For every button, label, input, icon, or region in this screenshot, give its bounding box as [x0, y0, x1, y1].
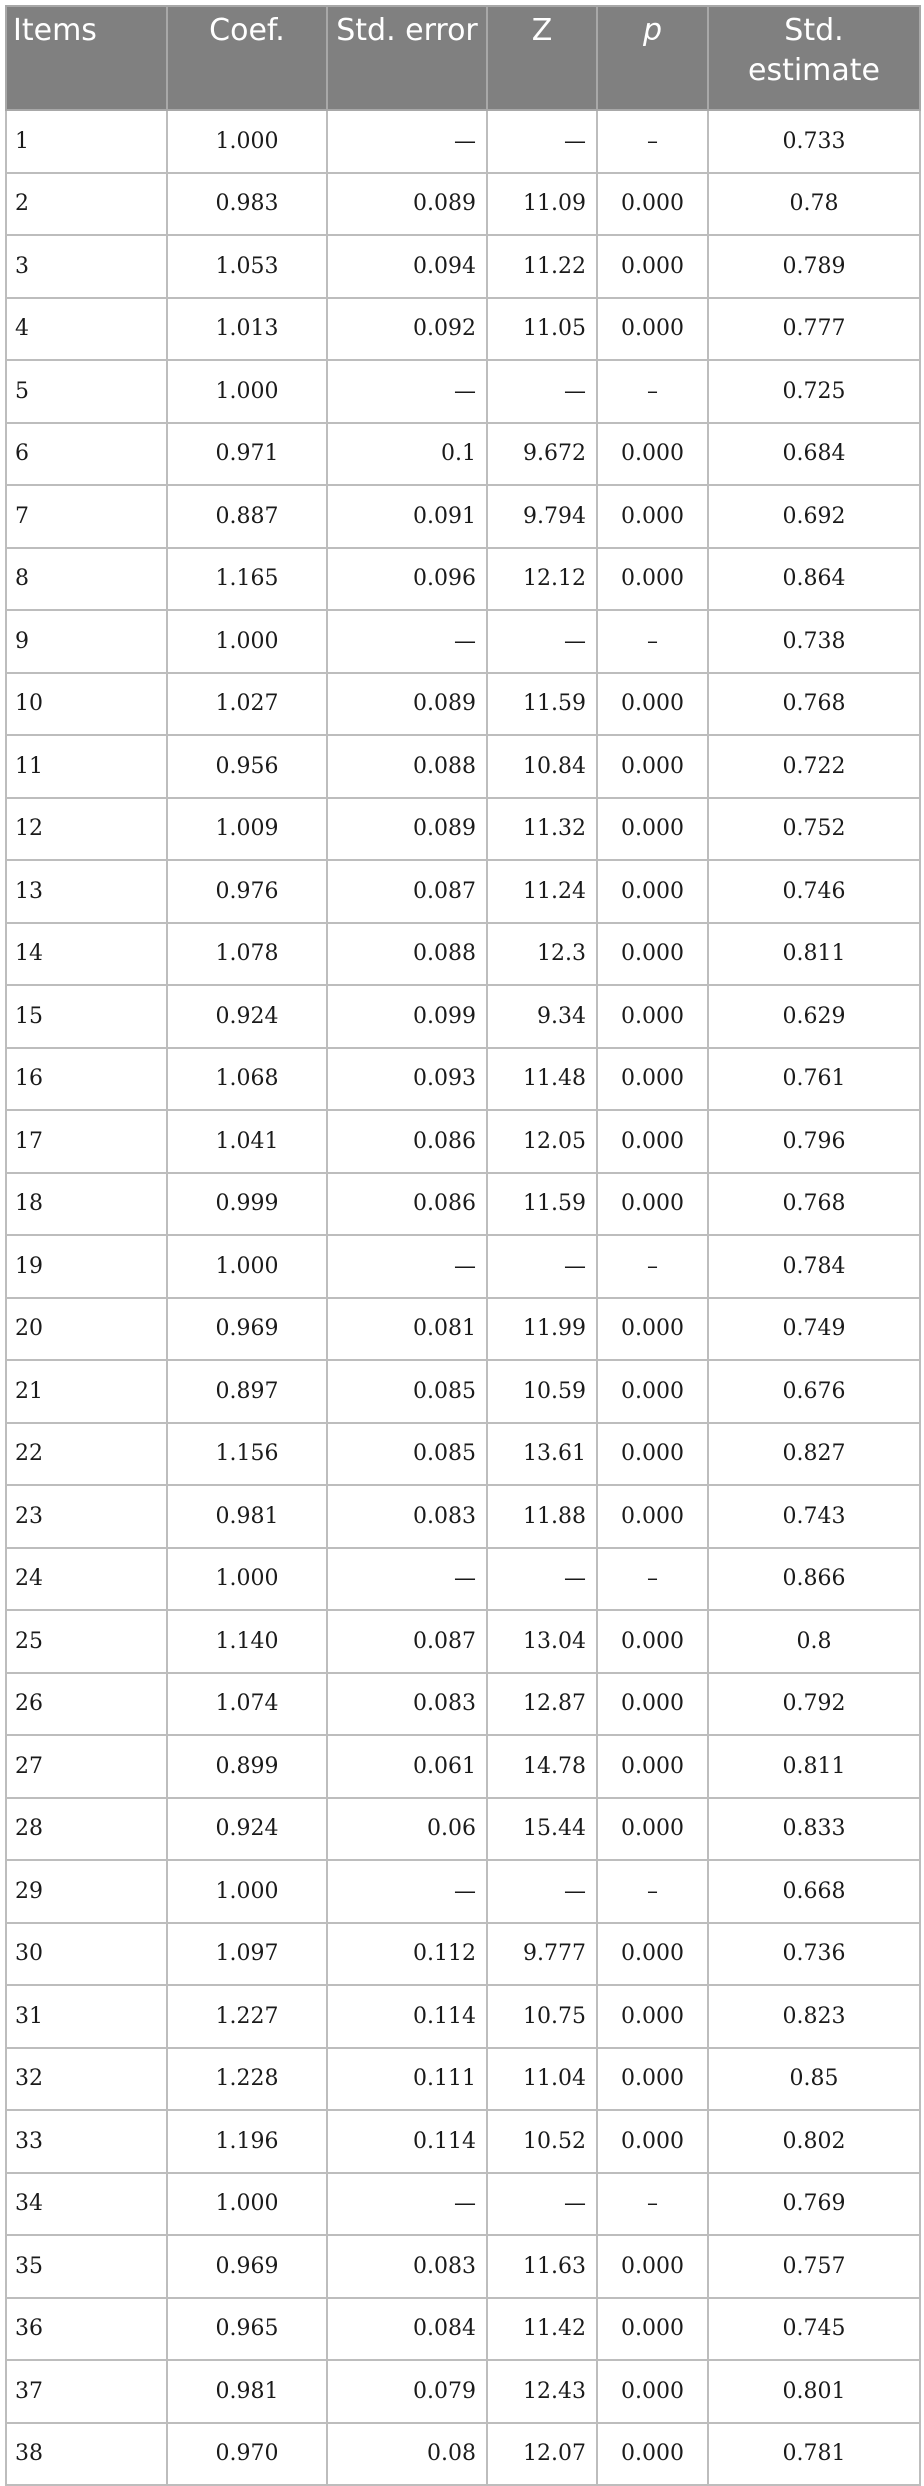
cell-std-estimate: 0.8 — [708, 1610, 920, 1673]
cell-std-error: 0.114 — [327, 2110, 487, 2173]
cell-coef: 0.970 — [167, 2423, 327, 2486]
cell-z: — — [487, 360, 597, 423]
table-row — [6, 798, 920, 861]
cell-z: 9.34 — [487, 985, 597, 1048]
cell-p: 0.000 — [597, 985, 708, 1048]
cell-z: 10.84 — [487, 735, 597, 798]
cell-std-estimate: 0.781 — [708, 2423, 920, 2486]
cell-p: 0.000 — [597, 2360, 708, 2423]
table-row — [6, 1360, 920, 1423]
cell-coef: 0.899 — [167, 1735, 327, 1798]
cell-std-error: — — [327, 2173, 487, 2236]
table-row — [6, 860, 920, 923]
cell-item: 7 — [6, 485, 167, 548]
cell-item: 8 — [6, 548, 167, 611]
cell-std-estimate: 0.676 — [708, 1360, 920, 1423]
cell-std-error: 0.06 — [327, 1798, 487, 1861]
cell-item: 36 — [6, 2298, 167, 2361]
cell-std-error: 0.087 — [327, 1610, 487, 1673]
cell-p: 0.000 — [597, 673, 708, 736]
cell-coef: 0.924 — [167, 985, 327, 1048]
table-row — [6, 1923, 920, 1986]
cell-std-estimate: 0.801 — [708, 2360, 920, 2423]
table-row — [6, 1173, 920, 1236]
table-row — [6, 2173, 920, 2236]
cell-coef: 0.965 — [167, 2298, 327, 2361]
cell-item: 30 — [6, 1923, 167, 1986]
header-std-error: Std. error — [327, 6, 487, 110]
cell-z: 12.05 — [487, 1110, 597, 1173]
cell-std-error: 0.099 — [327, 985, 487, 1048]
cell-p: 0.000 — [597, 1298, 708, 1361]
table-header — [6, 6, 920, 110]
cell-z: 12.87 — [487, 1673, 597, 1736]
cell-z: 11.42 — [487, 2298, 597, 2361]
header-z: Z — [487, 6, 597, 110]
cell-std-error: 0.094 — [327, 235, 487, 298]
table-row — [6, 1798, 920, 1861]
cell-p: 0.000 — [597, 2235, 708, 2298]
cell-coef: 1.013 — [167, 298, 327, 361]
cell-p: 0.000 — [597, 298, 708, 361]
cell-item: 15 — [6, 985, 167, 1048]
header-coef: Coef. — [167, 6, 327, 110]
cell-z: — — [487, 610, 597, 673]
table-row — [6, 1298, 920, 1361]
cell-std-error: 0.091 — [327, 485, 487, 548]
cell-std-estimate: 0.823 — [708, 1985, 920, 2048]
cell-std-error: 0.114 — [327, 1985, 487, 2048]
cell-p: 0.000 — [597, 1610, 708, 1673]
cell-coef: 1.078 — [167, 923, 327, 986]
cell-item: 1 — [6, 110, 167, 173]
header-items: Items — [6, 6, 167, 110]
cell-std-error: 0.085 — [327, 1423, 487, 1486]
cell-std-error: 0.088 — [327, 923, 487, 986]
table-row — [6, 923, 920, 986]
cell-p: 0.000 — [597, 798, 708, 861]
cell-coef: 1.027 — [167, 673, 327, 736]
cell-std-error: 0.083 — [327, 1485, 487, 1548]
cell-std-estimate: 0.769 — [708, 2173, 920, 2236]
cell-z: 11.09 — [487, 173, 597, 236]
table-row — [6, 2423, 920, 2486]
cell-z: 10.75 — [487, 1985, 597, 2048]
cell-coef: 1.196 — [167, 2110, 327, 2173]
cell-z: 11.48 — [487, 1048, 597, 1111]
cell-std-estimate: 0.749 — [708, 1298, 920, 1361]
table-row — [6, 2360, 920, 2423]
cell-std-estimate: 0.668 — [708, 1860, 920, 1923]
cell-p: 0.000 — [597, 1423, 708, 1486]
table-row — [6, 735, 920, 798]
cell-p: – — [597, 2173, 708, 2236]
cell-std-error: 0.112 — [327, 1923, 487, 1986]
cell-p: 0.000 — [597, 1110, 708, 1173]
table-row — [6, 173, 920, 236]
cell-p: 0.000 — [597, 1735, 708, 1798]
cell-std-estimate: 0.736 — [708, 1923, 920, 1986]
cell-item: 16 — [6, 1048, 167, 1111]
cell-p: 0.000 — [597, 860, 708, 923]
table-row — [6, 1048, 920, 1111]
cell-std-error: 0.061 — [327, 1735, 487, 1798]
cell-std-error: 0.083 — [327, 1673, 487, 1736]
cell-item: 9 — [6, 610, 167, 673]
table-row — [6, 423, 920, 486]
cell-std-estimate: 0.796 — [708, 1110, 920, 1173]
cell-item: 14 — [6, 923, 167, 986]
cell-coef: 1.156 — [167, 1423, 327, 1486]
cell-z: — — [487, 1548, 597, 1611]
cell-std-error: 0.081 — [327, 1298, 487, 1361]
cell-std-error: 0.092 — [327, 298, 487, 361]
cell-std-error: — — [327, 360, 487, 423]
cell-std-error: 0.089 — [327, 673, 487, 736]
cell-std-error: — — [327, 110, 487, 173]
cell-coef: 1.074 — [167, 1673, 327, 1736]
table-row — [6, 298, 920, 361]
table-row — [6, 673, 920, 736]
cell-coef: 0.976 — [167, 860, 327, 923]
cell-coef: 0.956 — [167, 735, 327, 798]
table-row — [6, 2235, 920, 2298]
table-row — [6, 1485, 920, 1548]
cell-std-estimate: 0.761 — [708, 1048, 920, 1111]
cell-item: 27 — [6, 1735, 167, 1798]
cell-p: 0.000 — [597, 548, 708, 611]
cell-p: 0.000 — [597, 2110, 708, 2173]
cell-coef: 1.000 — [167, 610, 327, 673]
table-body — [6, 110, 920, 2485]
cell-z: 14.78 — [487, 1735, 597, 1798]
cell-z: 10.52 — [487, 2110, 597, 2173]
cell-p: 0.000 — [597, 1485, 708, 1548]
table-row — [6, 360, 920, 423]
cell-coef: 0.969 — [167, 1298, 327, 1361]
cell-std-estimate: 0.757 — [708, 2235, 920, 2298]
cell-p: 0.000 — [597, 173, 708, 236]
header-p: p — [597, 6, 708, 110]
header-row — [6, 6, 920, 110]
cell-std-estimate: 0.738 — [708, 610, 920, 673]
cell-item: 4 — [6, 298, 167, 361]
cell-item: 38 — [6, 2423, 167, 2486]
cell-item: 21 — [6, 1360, 167, 1423]
cell-coef: 1.000 — [167, 360, 327, 423]
cell-coef: 1.000 — [167, 2173, 327, 2236]
cell-std-error: — — [327, 1235, 487, 1298]
cell-item: 26 — [6, 1673, 167, 1736]
cell-std-error: — — [327, 1548, 487, 1611]
table-row — [6, 2298, 920, 2361]
cell-std-estimate: 0.733 — [708, 110, 920, 173]
table-row — [6, 1235, 920, 1298]
cell-z: 13.61 — [487, 1423, 597, 1486]
cell-z: 12.3 — [487, 923, 597, 986]
cell-std-estimate: 0.789 — [708, 235, 920, 298]
cell-item: 10 — [6, 673, 167, 736]
cell-coef: 1.000 — [167, 1235, 327, 1298]
cell-std-error: 0.079 — [327, 2360, 487, 2423]
cell-item: 19 — [6, 1235, 167, 1298]
cell-item: 2 — [6, 173, 167, 236]
cell-coef: 1.227 — [167, 1985, 327, 2048]
cell-p: – — [597, 1235, 708, 1298]
cell-std-estimate: 0.833 — [708, 1798, 920, 1861]
cell-std-estimate: 0.725 — [708, 360, 920, 423]
table-row — [6, 985, 920, 1048]
cell-std-estimate: 0.629 — [708, 985, 920, 1048]
cell-z: 11.22 — [487, 235, 597, 298]
cell-std-error: — — [327, 1860, 487, 1923]
table-row — [6, 1735, 920, 1798]
cell-z: 12.43 — [487, 2360, 597, 2423]
cell-item: 13 — [6, 860, 167, 923]
cell-z: 11.63 — [487, 2235, 597, 2298]
cell-std-error: 0.089 — [327, 798, 487, 861]
cell-coef: 0.981 — [167, 1485, 327, 1548]
cell-std-estimate: 0.768 — [708, 673, 920, 736]
cell-z: 9.672 — [487, 423, 597, 486]
cell-coef: 1.000 — [167, 1860, 327, 1923]
table-row — [6, 1610, 920, 1673]
cell-std-error: 0.085 — [327, 1360, 487, 1423]
cell-p: 0.000 — [597, 1985, 708, 2048]
cell-z: 11.88 — [487, 1485, 597, 1548]
cell-std-error: 0.084 — [327, 2298, 487, 2361]
cell-z: 11.04 — [487, 2048, 597, 2111]
cell-std-estimate: 0.752 — [708, 798, 920, 861]
cell-coef: 1.068 — [167, 1048, 327, 1111]
cell-item: 5 — [6, 360, 167, 423]
cell-std-estimate: 0.866 — [708, 1548, 920, 1611]
cell-z: 11.99 — [487, 1298, 597, 1361]
cell-z: 10.59 — [487, 1360, 597, 1423]
cell-coef: 0.981 — [167, 2360, 327, 2423]
cell-coef: 1.000 — [167, 1548, 327, 1611]
table-row — [6, 1860, 920, 1923]
cell-p: 0.000 — [597, 1923, 708, 1986]
cell-p: – — [597, 360, 708, 423]
cell-p: 0.000 — [597, 2048, 708, 2111]
table-row — [6, 1110, 920, 1173]
cell-item: 6 — [6, 423, 167, 486]
cell-coef: 0.969 — [167, 2235, 327, 2298]
cell-coef: 0.924 — [167, 1798, 327, 1861]
cell-item: 22 — [6, 1423, 167, 1486]
cell-item: 11 — [6, 735, 167, 798]
cell-z: — — [487, 2173, 597, 2236]
cell-item: 32 — [6, 2048, 167, 2111]
cell-item: 35 — [6, 2235, 167, 2298]
cell-coef: 1.228 — [167, 2048, 327, 2111]
cell-p: 0.000 — [597, 1798, 708, 1861]
cell-p: 0.000 — [597, 423, 708, 486]
cell-z: — — [487, 110, 597, 173]
cell-item: 29 — [6, 1860, 167, 1923]
cell-z: 11.59 — [487, 673, 597, 736]
cell-p: 0.000 — [597, 735, 708, 798]
cell-z: — — [487, 1235, 597, 1298]
cell-std-error: 0.086 — [327, 1173, 487, 1236]
table-row — [6, 1423, 920, 1486]
cell-coef: 1.165 — [167, 548, 327, 611]
cell-item: 37 — [6, 2360, 167, 2423]
cell-item: 12 — [6, 798, 167, 861]
cell-std-estimate: 0.85 — [708, 2048, 920, 2111]
cell-std-error: 0.111 — [327, 2048, 487, 2111]
cell-item: 20 — [6, 1298, 167, 1361]
cell-z: 12.07 — [487, 2423, 597, 2486]
cell-std-estimate: 0.827 — [708, 1423, 920, 1486]
cell-z: 11.05 — [487, 298, 597, 361]
table-row — [6, 110, 920, 173]
table-row — [6, 2048, 920, 2111]
cell-item: 33 — [6, 2110, 167, 2173]
cell-p: 0.000 — [597, 1673, 708, 1736]
cell-p: – — [597, 1548, 708, 1611]
cell-std-estimate: 0.768 — [708, 1173, 920, 1236]
cell-item: 3 — [6, 235, 167, 298]
cell-coef: 0.887 — [167, 485, 327, 548]
cell-std-error: 0.093 — [327, 1048, 487, 1111]
cell-z: 13.04 — [487, 1610, 597, 1673]
cell-item: 25 — [6, 1610, 167, 1673]
cell-coef: 0.971 — [167, 423, 327, 486]
cell-coef: 1.000 — [167, 110, 327, 173]
cell-item: 28 — [6, 1798, 167, 1861]
cell-std-error: 0.083 — [327, 2235, 487, 2298]
table-row — [6, 2110, 920, 2173]
table-row — [6, 610, 920, 673]
cell-p: 0.000 — [597, 485, 708, 548]
cell-z: 9.794 — [487, 485, 597, 548]
cell-item: 17 — [6, 1110, 167, 1173]
table-row — [6, 548, 920, 611]
cell-std-estimate: 0.784 — [708, 1235, 920, 1298]
cell-item: 18 — [6, 1173, 167, 1236]
cell-std-estimate: 0.811 — [708, 1735, 920, 1798]
cell-std-error: 0.1 — [327, 423, 487, 486]
cell-std-estimate: 0.745 — [708, 2298, 920, 2361]
cell-p: 0.000 — [597, 2423, 708, 2486]
cell-coef: 1.140 — [167, 1610, 327, 1673]
cell-std-error: 0.096 — [327, 548, 487, 611]
cell-z: 11.24 — [487, 860, 597, 923]
cell-coef: 1.009 — [167, 798, 327, 861]
cell-p: 0.000 — [597, 923, 708, 986]
cell-std-estimate: 0.802 — [708, 2110, 920, 2173]
cell-p: – — [597, 1860, 708, 1923]
cell-std-estimate: 0.811 — [708, 923, 920, 986]
cell-p: – — [597, 610, 708, 673]
cell-std-estimate: 0.777 — [708, 298, 920, 361]
table-row — [6, 485, 920, 548]
cell-item: 34 — [6, 2173, 167, 2236]
cell-std-estimate: 0.78 — [708, 173, 920, 236]
cell-z: 11.32 — [487, 798, 597, 861]
table-row — [6, 1548, 920, 1611]
cell-coef: 0.897 — [167, 1360, 327, 1423]
cell-std-error: 0.086 — [327, 1110, 487, 1173]
cell-p: 0.000 — [597, 1360, 708, 1423]
cell-p: 0.000 — [597, 1173, 708, 1236]
loadings-table — [5, 5, 921, 2486]
cell-std-estimate: 0.692 — [708, 485, 920, 548]
table-row — [6, 1673, 920, 1736]
header-std-estimate: Std. estimate — [708, 6, 920, 110]
cell-coef: 1.041 — [167, 1110, 327, 1173]
cell-std-error: 0.08 — [327, 2423, 487, 2486]
cell-p: 0.000 — [597, 2298, 708, 2361]
cell-z: — — [487, 1860, 597, 1923]
cell-item: 24 — [6, 1548, 167, 1611]
cell-std-estimate: 0.722 — [708, 735, 920, 798]
cell-z: 15.44 — [487, 1798, 597, 1861]
cell-p: 0.000 — [597, 1048, 708, 1111]
cell-p: – — [597, 110, 708, 173]
cell-std-estimate: 0.743 — [708, 1485, 920, 1548]
cell-std-error: 0.089 — [327, 173, 487, 236]
cell-item: 23 — [6, 1485, 167, 1548]
cell-std-error: 0.088 — [327, 735, 487, 798]
cell-std-estimate: 0.864 — [708, 548, 920, 611]
cell-std-estimate: 0.792 — [708, 1673, 920, 1736]
cell-z: 9.777 — [487, 1923, 597, 1986]
cell-std-estimate: 0.684 — [708, 423, 920, 486]
cell-std-error: — — [327, 610, 487, 673]
table-row — [6, 1985, 920, 2048]
cell-item: 31 — [6, 1985, 167, 2048]
cell-z: 11.59 — [487, 1173, 597, 1236]
cell-coef: 1.097 — [167, 1923, 327, 1986]
cell-std-estimate: 0.746 — [708, 860, 920, 923]
cell-coef: 1.053 — [167, 235, 327, 298]
cell-p: 0.000 — [597, 235, 708, 298]
table-row — [6, 235, 920, 298]
cell-coef: 0.999 — [167, 1173, 327, 1236]
cell-std-error: 0.087 — [327, 860, 487, 923]
cell-coef: 0.983 — [167, 173, 327, 236]
cell-z: 12.12 — [487, 548, 597, 611]
